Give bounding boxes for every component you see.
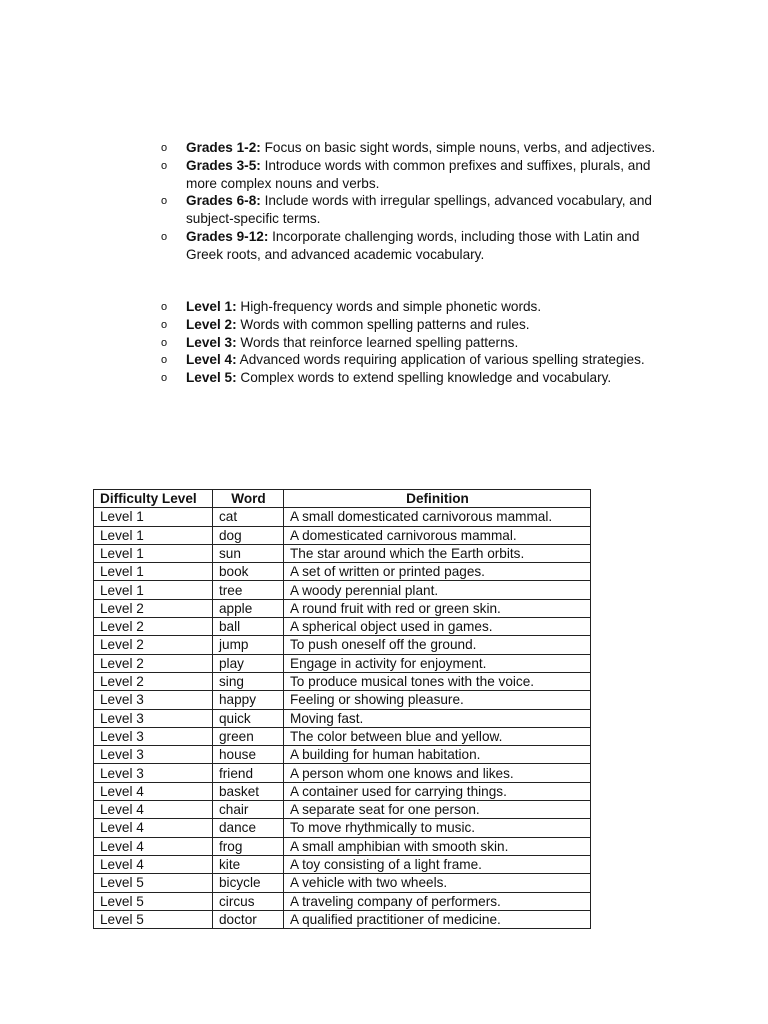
cell-word: jump: [213, 636, 284, 654]
cell-word: quick: [213, 709, 284, 727]
table-body: [94, 508, 591, 929]
cell-word: chair: [213, 801, 284, 819]
cell-difficulty-level: Level 1: [94, 544, 213, 562]
cell-difficulty-level: Level 1: [94, 563, 213, 581]
table-row: [94, 727, 591, 745]
list-item-text: Words with common spelling patterns and rules.: [236, 316, 530, 332]
cell-word: dog: [213, 526, 284, 544]
list-item: [160, 228, 680, 264]
table-row: [94, 892, 591, 910]
list-item-term: Level 3:: [186, 334, 237, 350]
cell-word: circus: [213, 892, 284, 910]
bullet-icon: o: [161, 159, 168, 172]
list-item-term: Grades 3-5:: [186, 157, 261, 173]
table-row: [94, 691, 591, 709]
list-item-text: Introduce words with common prefixes and suffixes, plurals, and more complex nouns and verbs.: [186, 157, 651, 191]
list-item-text: Incorporate challenging words, including those with Latin and Greek roots, and advanced academic vocabulary.: [186, 228, 640, 262]
table-row: [94, 581, 591, 599]
table-row: [94, 563, 591, 581]
cell-definition: A domesticated carnivorous mammal.: [284, 526, 591, 544]
cell-word: tree: [213, 581, 284, 599]
cell-definition: Moving fast.: [284, 709, 591, 727]
cell-difficulty-level: Level 3: [94, 746, 213, 764]
bullet-icon: o: [161, 195, 168, 208]
table-row: [94, 801, 591, 819]
table-row: [94, 855, 591, 873]
list-item-term: Grades 1-2:: [186, 140, 261, 155]
table-row: [94, 819, 591, 837]
cell-difficulty-level: Level 3: [94, 764, 213, 782]
list-item-term: Level 4:: [186, 352, 237, 368]
cell-word: sun: [213, 544, 284, 562]
cell-word: house: [213, 746, 284, 764]
cell-word: apple: [213, 599, 284, 617]
cell-difficulty-level: Level 2: [94, 672, 213, 690]
cell-word: green: [213, 727, 284, 745]
cell-definition: A round fruit with red or green skin.: [284, 599, 591, 617]
column-header-definition: Definition: [284, 490, 591, 508]
cell-definition: The color between blue and yellow.: [284, 727, 591, 745]
cell-difficulty-level: Level 5: [94, 874, 213, 892]
list-item-term: Grades 6-8:: [186, 193, 261, 209]
table-header-row: [94, 490, 591, 508]
cell-word: friend: [213, 764, 284, 782]
cell-definition: The star around which the Earth orbits.: [284, 544, 591, 562]
cell-word: kite: [213, 855, 284, 873]
bullet-icon: o: [161, 372, 168, 385]
table-row: [94, 544, 591, 562]
list-item: [160, 192, 680, 228]
cell-difficulty-level: Level 1: [94, 581, 213, 599]
cell-word: dance: [213, 819, 284, 837]
cell-difficulty-level: Level 4: [94, 801, 213, 819]
cell-definition: To push oneself off the ground.: [284, 636, 591, 654]
cell-definition: A separate seat for one person.: [284, 801, 591, 819]
levels-list: [160, 298, 680, 387]
list-item-term: Level 5:: [186, 370, 237, 386]
table-row: [94, 837, 591, 855]
cell-difficulty-level: Level 4: [94, 855, 213, 873]
bullet-icon: o: [161, 142, 168, 154]
list-item-text: Include words with irregular spellings, advanced vocabulary, and subject-specific terms.: [186, 193, 652, 227]
cell-word: frog: [213, 837, 284, 855]
cell-word: play: [213, 654, 284, 672]
cell-definition: A person whom one knows and likes.: [284, 764, 591, 782]
list-item-text: Words that reinforce learned spelling patterns.: [236, 334, 519, 350]
table-row: [94, 636, 591, 654]
bullet-icon: o: [161, 230, 168, 243]
cell-difficulty-level: Level 3: [94, 709, 213, 727]
cell-word: bicycle: [213, 874, 284, 892]
cell-difficulty-level: Level 1: [94, 526, 213, 544]
bullet-icon: o: [161, 354, 168, 367]
table-row: [94, 654, 591, 672]
cell-definition: A vehicle with two wheels.: [284, 874, 591, 892]
cell-definition: To produce musical tones with the voice.: [284, 672, 591, 690]
cell-difficulty-level: Level 4: [94, 782, 213, 800]
table-row: [94, 526, 591, 544]
table-row: [94, 910, 591, 928]
cell-definition: To move rhythmically to music.: [284, 819, 591, 837]
table-row: [94, 599, 591, 617]
cell-difficulty-level: Level 2: [94, 599, 213, 617]
list-item: [160, 334, 680, 352]
cell-definition: A traveling company of performers.: [284, 892, 591, 910]
cell-word: basket: [213, 782, 284, 800]
cell-definition: A spherical object used in games.: [284, 618, 591, 636]
list-item: [160, 157, 680, 193]
bullet-icon: o: [161, 318, 168, 331]
cell-difficulty-level: Level 2: [94, 654, 213, 672]
cell-difficulty-level: Level 3: [94, 727, 213, 745]
list-item-term: Level 1:: [186, 299, 237, 314]
cell-difficulty-level: Level 4: [94, 837, 213, 855]
bullet-icon: o: [161, 336, 168, 349]
cell-definition: A qualified practitioner of medicine.: [284, 910, 591, 928]
list-item-text: High-frequency words and simple phonetic words.: [236, 299, 542, 314]
table-row: [94, 508, 591, 526]
word-table-container: [93, 489, 591, 929]
list-item-term: Grades 9-12:: [186, 228, 269, 244]
list-item-term: Level 2:: [186, 316, 237, 332]
cell-word: happy: [213, 691, 284, 709]
list-item: [160, 351, 680, 369]
cell-difficulty-level: Level 2: [94, 618, 213, 636]
list-item-text: Complex words to extend spelling knowledge and vocabulary.: [236, 370, 612, 386]
table-row: [94, 618, 591, 636]
grades-list: [160, 139, 680, 264]
cell-definition: A woody perennial plant.: [284, 581, 591, 599]
cell-definition: A small amphibian with smooth skin.: [284, 837, 591, 855]
cell-difficulty-level: Level 3: [94, 691, 213, 709]
table-row: [94, 874, 591, 892]
cell-definition: A set of written or printed pages.: [284, 563, 591, 581]
table-row: [94, 782, 591, 800]
column-header-word: Word: [213, 490, 284, 508]
list-item: [160, 369, 680, 387]
table-row: [94, 709, 591, 727]
table-row: [94, 764, 591, 782]
cell-word: book: [213, 563, 284, 581]
cell-difficulty-level: Level 1: [94, 508, 213, 526]
word-table: [93, 489, 591, 929]
cell-definition: A small domesticated carnivorous mammal.: [284, 508, 591, 526]
table-row: [94, 746, 591, 764]
cell-definition: A toy consisting of a light frame.: [284, 855, 591, 873]
bullet-icon: o: [161, 301, 168, 313]
list-item: [160, 316, 680, 334]
cell-definition: A container used for carrying things.: [284, 782, 591, 800]
cell-definition: Engage in activity for enjoyment.: [284, 654, 591, 672]
cell-difficulty-level: Level 5: [94, 910, 213, 928]
table-row: [94, 672, 591, 690]
cell-definition: Feeling or showing pleasure.: [284, 691, 591, 709]
cell-word: cat: [213, 508, 284, 526]
cell-difficulty-level: Level 5: [94, 892, 213, 910]
column-header-difficulty-level: Difficulty Level: [94, 490, 213, 508]
list-item: [160, 139, 680, 157]
list-item: [160, 298, 680, 316]
list-item-text: Advanced words requiring application of various spelling strategies.: [236, 352, 645, 368]
cell-word: ball: [213, 618, 284, 636]
list-item-text: Focus on basic sight words, simple nouns, verbs, and adjectives.: [260, 140, 656, 155]
cell-difficulty-level: Level 4: [94, 819, 213, 837]
cell-difficulty-level: Level 2: [94, 636, 213, 654]
cell-word: doctor: [213, 910, 284, 928]
cell-definition: A building for human habitation.: [284, 746, 591, 764]
cell-word: sing: [213, 672, 284, 690]
